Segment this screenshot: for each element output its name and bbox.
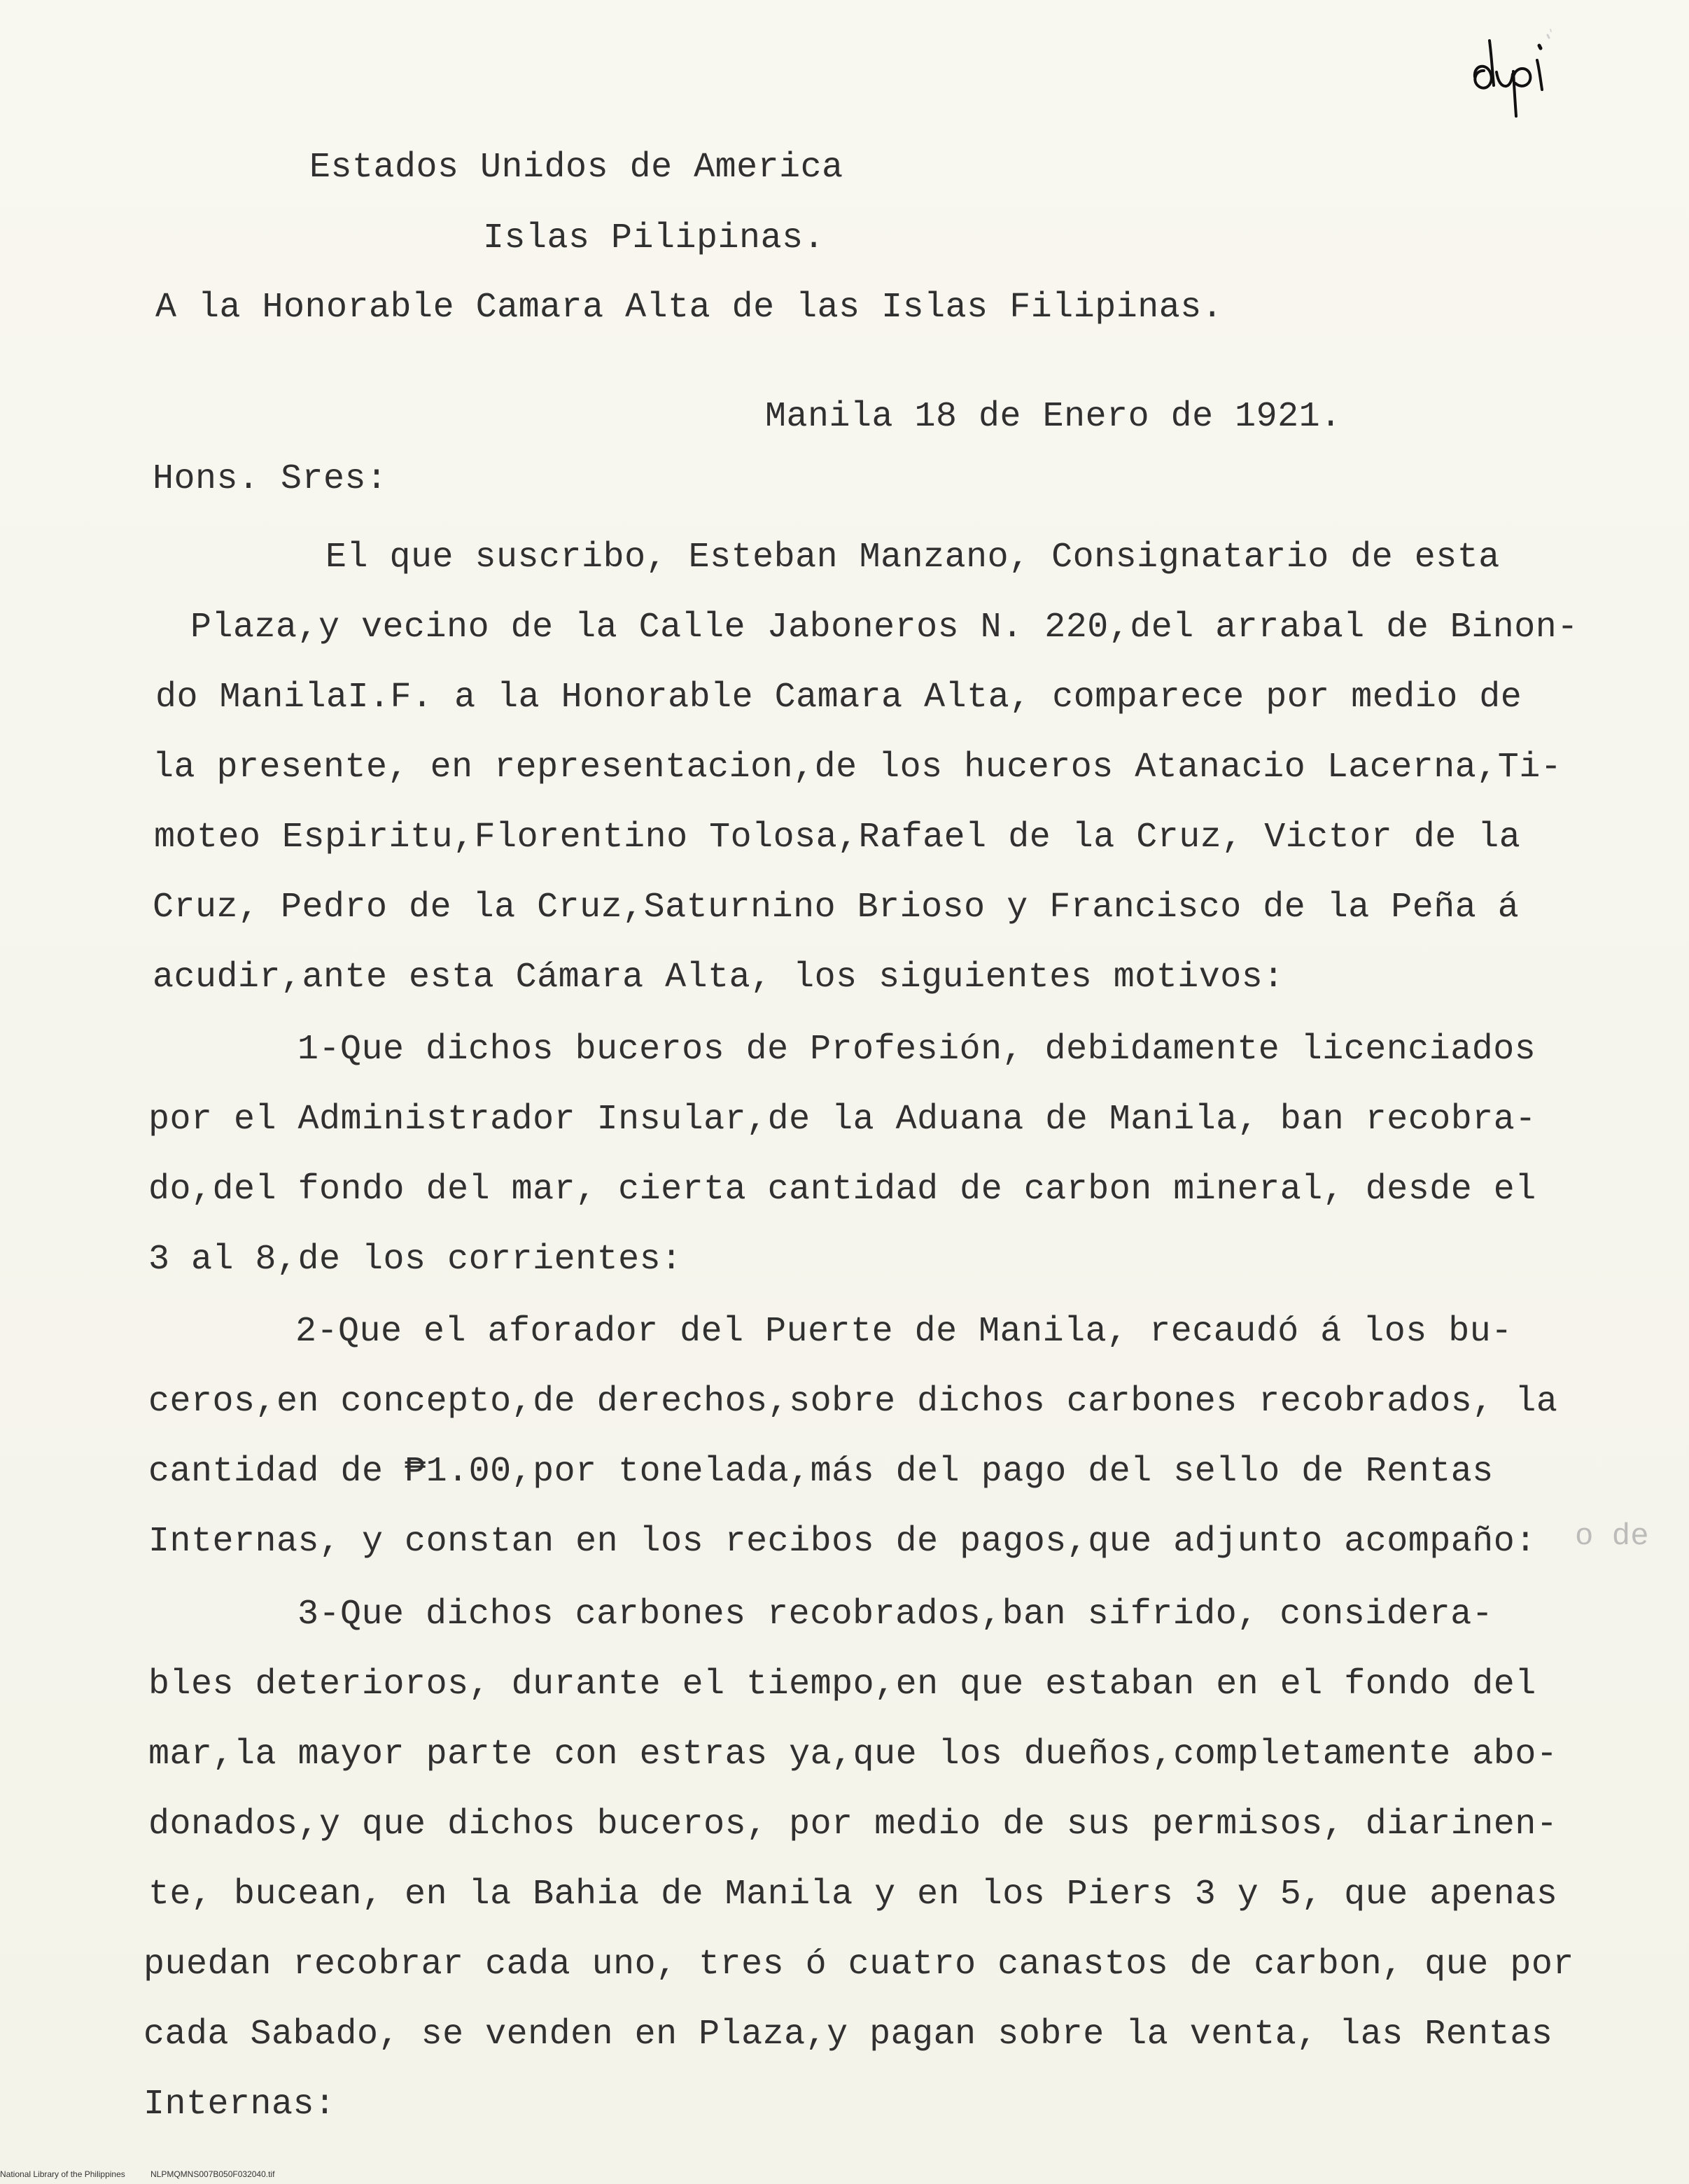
item3-line-6: puedan recobrar cada uno, tres ó cuatro canastos de carbon, que por: [143, 1945, 1574, 1984]
header-line-3: A la Honorable Camara Alta de las Islas Filipinas.: [155, 288, 1224, 328]
salutation: Hons. Sres:: [153, 459, 388, 499]
item2-line-4: Internas, y constan en los recibos de pagos,que adjunto acompaño:: [148, 1522, 1536, 1562]
item2-line-1: 2-Que el aforador del Puerte de Manila, recaudó á los bu-: [295, 1312, 1513, 1352]
item1-line-4: 3 al 8,de los corrientes:: [148, 1240, 682, 1280]
item3-line-8: Internas:: [143, 2085, 336, 2124]
item1-line-1: 1-Que dichos buceros de Profesión, debidamente licenciados: [297, 1030, 1536, 1070]
dateline: Manila 18 de Enero de 1921.: [765, 397, 1342, 437]
intro-line-7: acudir,ante esta Cámara Alta, los siguientes motivos:: [153, 958, 1284, 997]
item3-line-1: 3-Que dichos carbones recobrados,ban sifrido, considera-: [297, 1595, 1494, 1634]
intro-line-2: Plaza,y vecino de la Calle Jaboneros N. 220,del arrabal de Binon-: [190, 608, 1578, 648]
item3-line-2: bles deterioros, durante el tiempo,en que estaban en el fondo del: [148, 1665, 1536, 1704]
show-through-text: o de: [1575, 1519, 1649, 1554]
intro-line-1: El que suscribo, Esteban Manzano, Consignatario de esta: [325, 538, 1500, 578]
handwriting-scribble-icon: [1466, 28, 1557, 126]
item2-line-3: cantidad de ₱1.00,por tonelada,más del pago del sello de Rentas: [148, 1452, 1494, 1492]
item1-line-3: do,del fondo del mar, cierta cantidad de carbon mineral, desde el: [148, 1170, 1536, 1210]
item1-line-2: por el Administrador Insular,de la Aduana de Manila, ban recobra-: [148, 1100, 1536, 1140]
intro-line-5: moteo Espiritu,Florentino Tolosa,Rafael de la Cruz, Victor de la: [154, 818, 1521, 858]
footer-record-id: NLPMQMNS007B050F032040.tif: [150, 2169, 275, 2179]
item3-line-7: cada Sabado, se venden en Plaza,y pagan sobre la venta, las Rentas: [143, 2015, 1553, 2054]
handwritten-annotation: [1466, 28, 1557, 126]
header-line-1: Estados Unidos de America: [309, 148, 843, 188]
intro-line-4: la presente, en representacion,de los huceros Atanacio Lacerna,Ti-: [153, 748, 1562, 788]
footer-library: National Library of the Philippines: [0, 2169, 125, 2179]
intro-line-6: Cruz, Pedro de la Cruz,Saturnino Brioso y Francisco de la Peña á: [153, 888, 1520, 927]
item3-line-5: te, bucean, en la Bahia de Manila y en los Piers 3 y 5, que apenas: [148, 1875, 1558, 1914]
item2-line-2: ceros,en concepto,de derechos,sobre dichos carbones recobrados, la: [148, 1382, 1558, 1422]
intro-line-3: do ManilaI.F. a la Honorable Camara Alta, comparece por medio de: [155, 678, 1522, 718]
header-line-2: Islas Pilipinas.: [483, 218, 825, 258]
item3-line-4: donados,y que dichos buceros, por medio de sus permisos, diarinen-: [148, 1805, 1558, 1844]
item3-line-3: mar,la mayor parte con estras ya,que los dueños,completamente abo-: [148, 1735, 1558, 1774]
